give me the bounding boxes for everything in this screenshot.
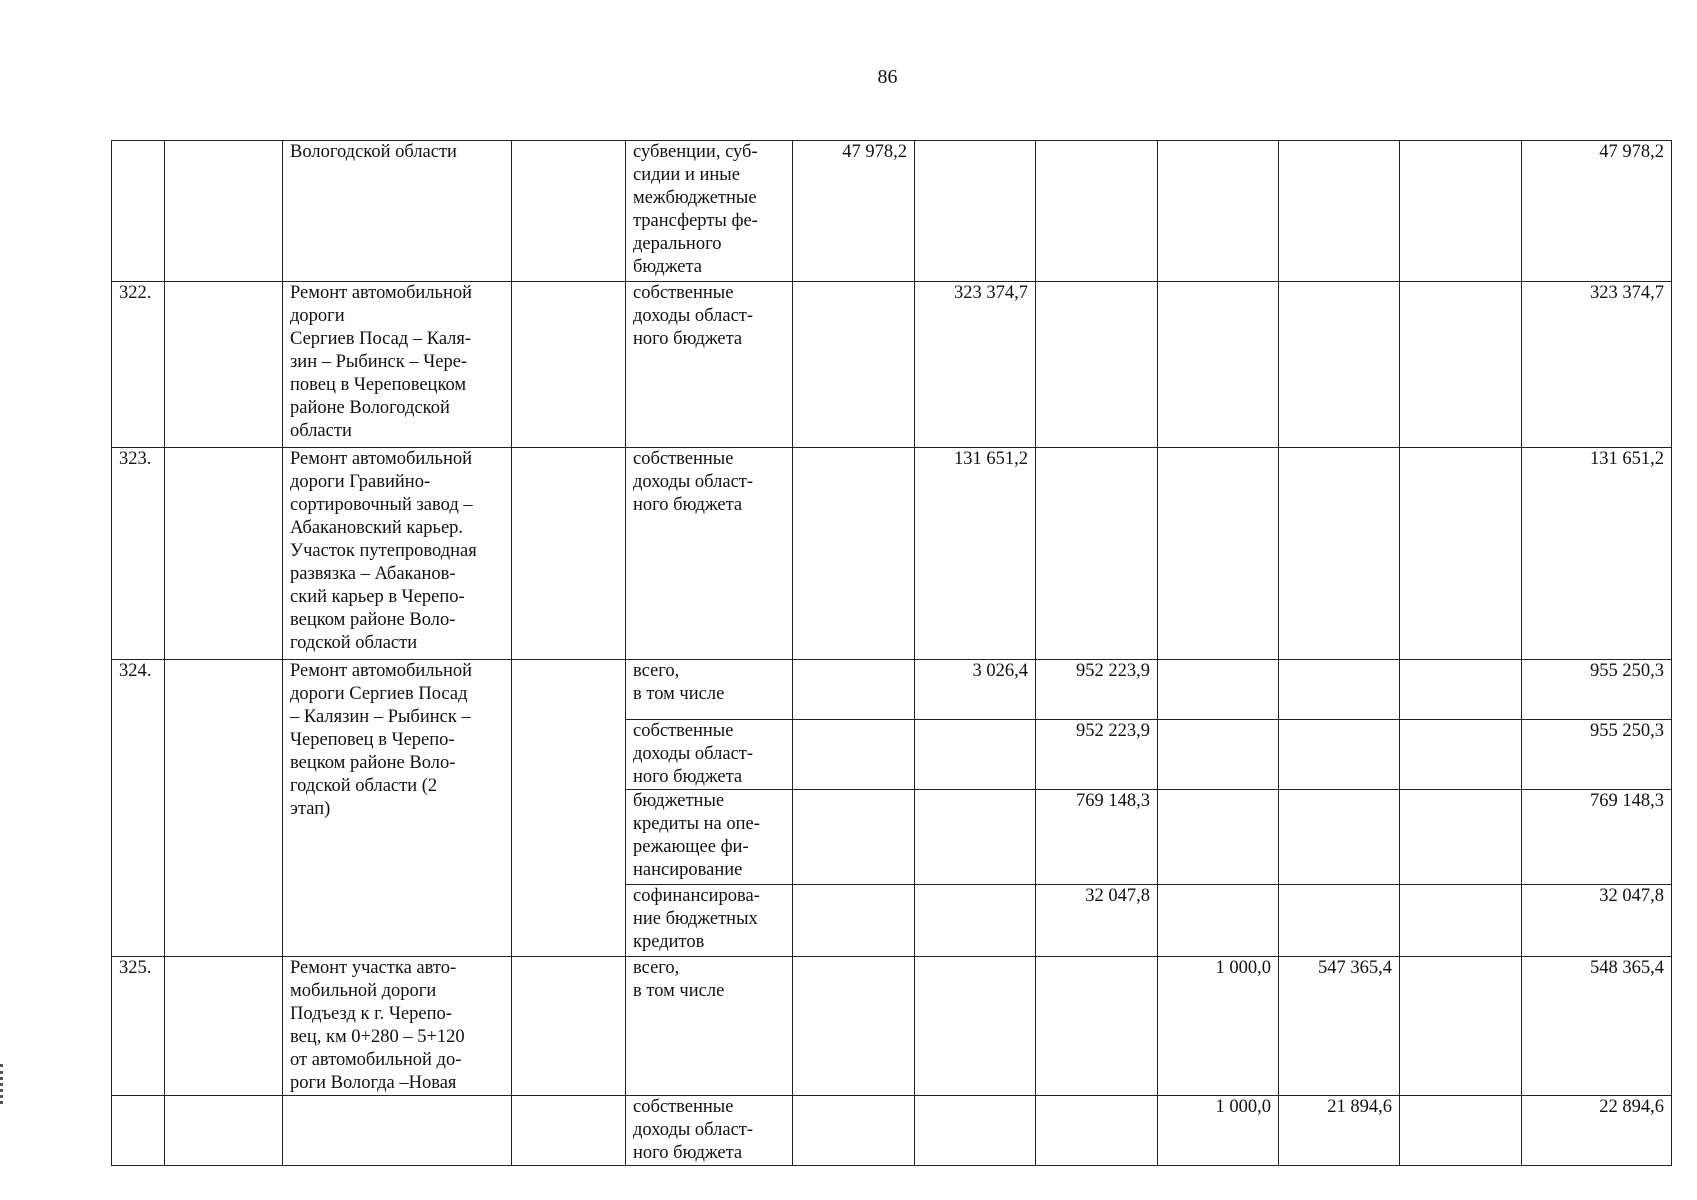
row-number-cell: 323. bbox=[112, 448, 165, 660]
amount-cell: 323 374,7 bbox=[1522, 282, 1672, 448]
empty-cell bbox=[512, 1096, 626, 1166]
funding-source-cell: всего, в том числе bbox=[626, 660, 793, 720]
amount-cell bbox=[1279, 448, 1400, 660]
amount-cell bbox=[1158, 720, 1279, 790]
table-row bbox=[112, 448, 1672, 660]
amount-cell bbox=[793, 1096, 915, 1166]
amount-cell bbox=[793, 448, 915, 660]
amount-cell bbox=[1400, 1096, 1522, 1166]
amount-cell: 32 047,8 bbox=[1522, 885, 1672, 957]
amount-cell bbox=[915, 957, 1036, 1096]
amount-cell: 769 148,3 bbox=[1522, 790, 1672, 885]
amount-cell bbox=[1279, 885, 1400, 957]
row-number-cell: 324. bbox=[112, 660, 165, 957]
amount-cell bbox=[793, 790, 915, 885]
empty-cell bbox=[512, 957, 626, 1096]
amount-cell bbox=[1400, 141, 1522, 282]
amount-cell bbox=[1158, 885, 1279, 957]
amount-cell bbox=[1279, 141, 1400, 282]
amount-cell bbox=[1400, 885, 1522, 957]
row-number-cell: 322. bbox=[112, 282, 165, 448]
funding-source-cell: собственные доходы област- ного бюджета bbox=[626, 720, 793, 790]
empty-cell bbox=[512, 660, 626, 957]
amount-cell: 32 047,8 bbox=[1036, 885, 1158, 957]
amount-cell bbox=[793, 720, 915, 790]
amount-cell bbox=[1158, 660, 1279, 720]
amount-cell bbox=[793, 660, 915, 720]
page-number: 86 bbox=[877, 66, 898, 88]
table-row bbox=[112, 957, 1672, 1096]
amount-cell: 131 651,2 bbox=[1522, 448, 1672, 660]
row-number-cell bbox=[112, 1096, 165, 1166]
funding-source-cell: бюджетные кредиты на опе- режающее фи- нансирование bbox=[626, 790, 793, 885]
amount-cell bbox=[915, 141, 1036, 282]
empty-cell bbox=[512, 448, 626, 660]
amount-cell bbox=[1279, 720, 1400, 790]
amount-cell bbox=[1279, 282, 1400, 448]
amount-cell bbox=[1158, 141, 1279, 282]
amount-cell bbox=[1158, 790, 1279, 885]
amount-cell bbox=[1158, 282, 1279, 448]
empty-cell bbox=[165, 141, 283, 282]
empty-cell bbox=[165, 957, 283, 1096]
amount-cell bbox=[1400, 660, 1522, 720]
funding-source-cell: собственные доходы област- ного бюджета bbox=[626, 448, 793, 660]
object-name-cell: Ремонт автомобильной дороги Сергиев Посад – Калязин – Рыбинск – Череповец в Черепо- вецком районе Воло- годской области (2 этап) bbox=[283, 660, 512, 957]
amount-cell bbox=[793, 282, 915, 448]
amount-cell bbox=[915, 720, 1036, 790]
amount-cell bbox=[793, 885, 915, 957]
object-name-cell bbox=[283, 1096, 512, 1166]
empty-cell bbox=[512, 282, 626, 448]
object-name-cell: Ремонт участка авто- мобильной дороги Подъезд к г. Черепо- вец, км 0+280 – 5+120 от автомобильной до- роги Вологда –Новая bbox=[283, 957, 512, 1096]
funding-source-cell: всего, в том числе bbox=[626, 957, 793, 1096]
amount-cell: 955 250,3 bbox=[1522, 660, 1672, 720]
funding-source-cell: софинансирова- ние бюджетных кредитов bbox=[626, 885, 793, 957]
table-row bbox=[112, 141, 1672, 282]
amount-cell bbox=[1400, 957, 1522, 1096]
amount-cell: 547 365,4 bbox=[1279, 957, 1400, 1096]
table-row bbox=[112, 282, 1672, 448]
empty-cell bbox=[165, 660, 283, 957]
amount-cell bbox=[915, 790, 1036, 885]
amount-cell: 1 000,0 bbox=[1158, 957, 1279, 1096]
table-row bbox=[112, 1096, 1672, 1166]
amount-cell bbox=[1279, 660, 1400, 720]
margin-marks bbox=[0, 1064, 11, 1104]
amount-cell bbox=[915, 1096, 1036, 1166]
amount-cell: 3 026,4 bbox=[915, 660, 1036, 720]
amount-cell bbox=[1279, 790, 1400, 885]
amount-cell: 769 148,3 bbox=[1036, 790, 1158, 885]
empty-cell bbox=[512, 141, 626, 282]
amount-cell bbox=[1036, 1096, 1158, 1166]
amount-cell bbox=[793, 957, 915, 1096]
object-name-cell: Вологодской области bbox=[283, 141, 512, 282]
row-number-cell bbox=[112, 141, 165, 282]
row-number-cell: 325. bbox=[112, 957, 165, 1096]
funding-source-cell: собственные доходы област- ного бюджета bbox=[626, 1096, 793, 1166]
amount-cell: 131 651,2 bbox=[915, 448, 1036, 660]
amount-cell bbox=[1400, 790, 1522, 885]
amount-cell: 1 000,0 bbox=[1158, 1096, 1279, 1166]
amount-cell bbox=[1036, 141, 1158, 282]
amount-cell: 22 894,6 bbox=[1522, 1096, 1672, 1166]
funding-source-cell: собственные доходы област- ного бюджета bbox=[626, 282, 793, 448]
amount-cell bbox=[1036, 448, 1158, 660]
amount-cell bbox=[915, 885, 1036, 957]
amount-cell bbox=[1400, 720, 1522, 790]
amount-cell: 47 978,2 bbox=[793, 141, 915, 282]
empty-cell bbox=[165, 282, 283, 448]
amount-cell: 952 223,9 bbox=[1036, 660, 1158, 720]
budget-table bbox=[111, 140, 1672, 1166]
object-name-cell: Ремонт автомобильной дороги Сергиев Посад – Каля- зин – Рыбинск – Чере- повец в Череповецком районе Вологодской области bbox=[283, 282, 512, 448]
amount-cell: 21 894,6 bbox=[1279, 1096, 1400, 1166]
amount-cell: 548 365,4 bbox=[1522, 957, 1672, 1096]
empty-cell bbox=[165, 448, 283, 660]
amount-cell bbox=[1158, 448, 1279, 660]
amount-cell: 323 374,7 bbox=[915, 282, 1036, 448]
table-row bbox=[112, 660, 1672, 720]
amount-cell: 952 223,9 bbox=[1036, 720, 1158, 790]
amount-cell bbox=[1036, 957, 1158, 1096]
amount-cell: 955 250,3 bbox=[1522, 720, 1672, 790]
amount-cell: 47 978,2 bbox=[1522, 141, 1672, 282]
object-name-cell: Ремонт автомобильной дороги Гравийно- сортировочный завод – Абакановский карьер. Участок путепроводная развязка – Абаканов- ский карьер в Черепо- вецком районе Воло- годской области bbox=[283, 448, 512, 660]
empty-cell bbox=[165, 1096, 283, 1166]
funding-source-cell: субвенции, суб- сидии и иные межбюджетные трансферты фе- дерального бюджета bbox=[626, 141, 793, 282]
amount-cell bbox=[1036, 282, 1158, 448]
amount-cell bbox=[1400, 448, 1522, 660]
amount-cell bbox=[1400, 282, 1522, 448]
